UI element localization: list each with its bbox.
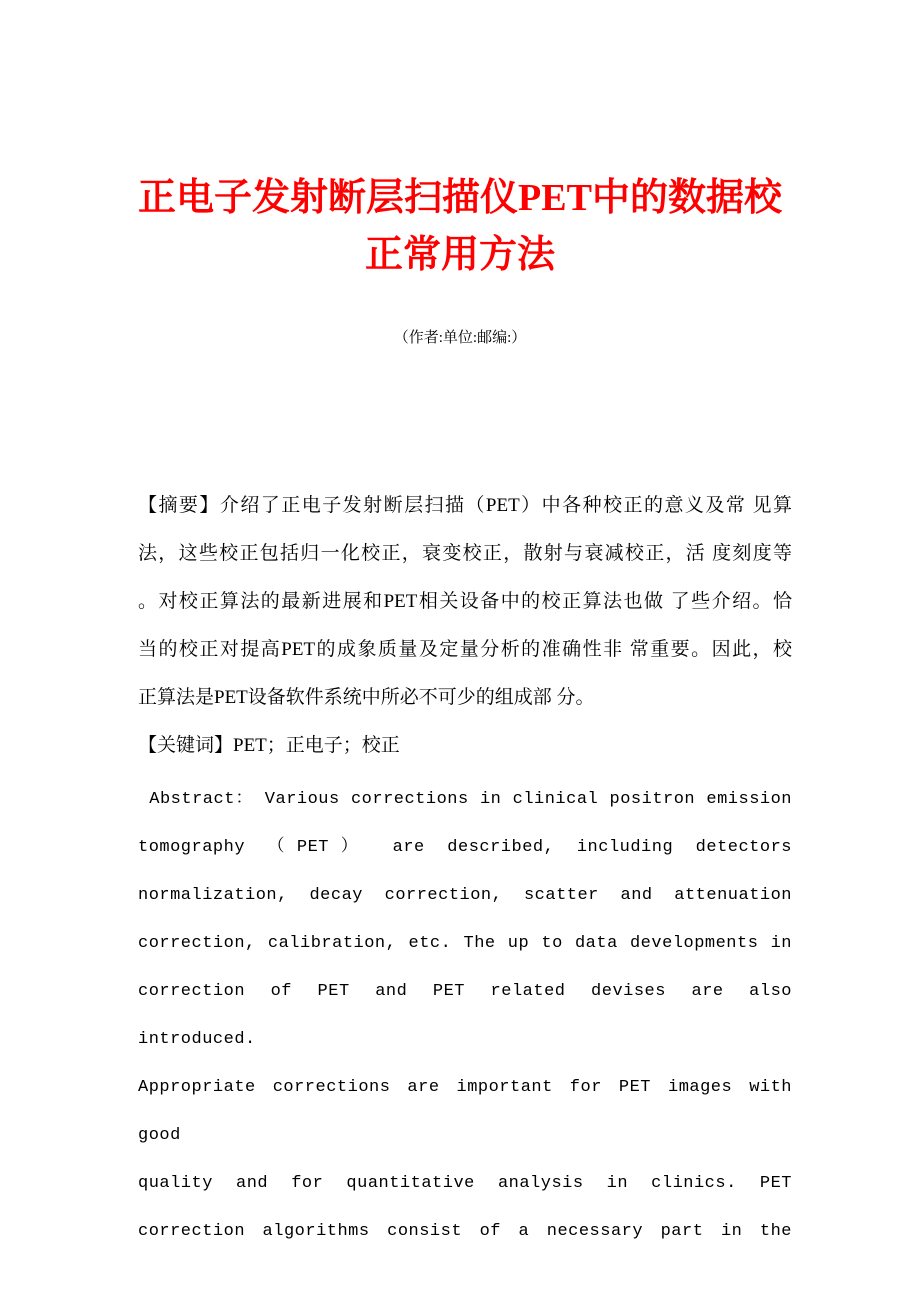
keywords-cn: 【关键词】PET；正电子；校正 [138,735,400,756]
abstract-cn-line: 法，这些校正包括归一化校正，衰变校正，散射与衰减校正，活 度刻度等 [138,543,792,564]
abstract-en-line: correction algorithms consist of a necessary part in the [138,1222,792,1241]
author-byline: （作者:单位:邮编:） [393,330,527,346]
abstract-cn-line: 当的校正对提高PET的成象质量及定量分析的准确性非 常重要。因此，校 [138,639,792,660]
abstract-en-line: correction, calibration, etc. The up to data developments in [138,934,792,953]
abstract-en-line: Abstract： Various corrections in clinical positron emission [138,790,793,809]
abstract-cn [138,482,792,722]
document-title [110,170,810,284]
abstract-cn-line: 正算法是PET设备软件系统中所必不可少的组成部 分。 [138,687,595,708]
abstract-en [138,776,803,1256]
abstract-en-line: correction of PET and PET related devises are also introduced. [138,982,803,1049]
title-line-1: 正电子发射断层扫描仪PET中的数据校 [138,177,782,219]
title-line-2: 正常用方法 [364,234,555,276]
abstract-en-line: quality and for quantitative analysis in clinics. PET [138,1174,792,1193]
abstract-cn-line: 。对校正算法的最新进展和PET相关设备中的校正算法也做 了些介绍。恰 [138,591,792,612]
abstract-en-line: tomography （PET） are described, including detectors [138,838,792,857]
abstract-en-line: normalization, decay correction, scatter and attenuation [138,886,792,905]
abstract-cn-line: 【摘要】介绍了正电子发射断层扫描（PET）中各种校正的意义及常 见算 [138,495,792,516]
abstract-en-line: Appropriate corrections are important for PET images with good [138,1078,803,1145]
document-body [138,482,803,1256]
